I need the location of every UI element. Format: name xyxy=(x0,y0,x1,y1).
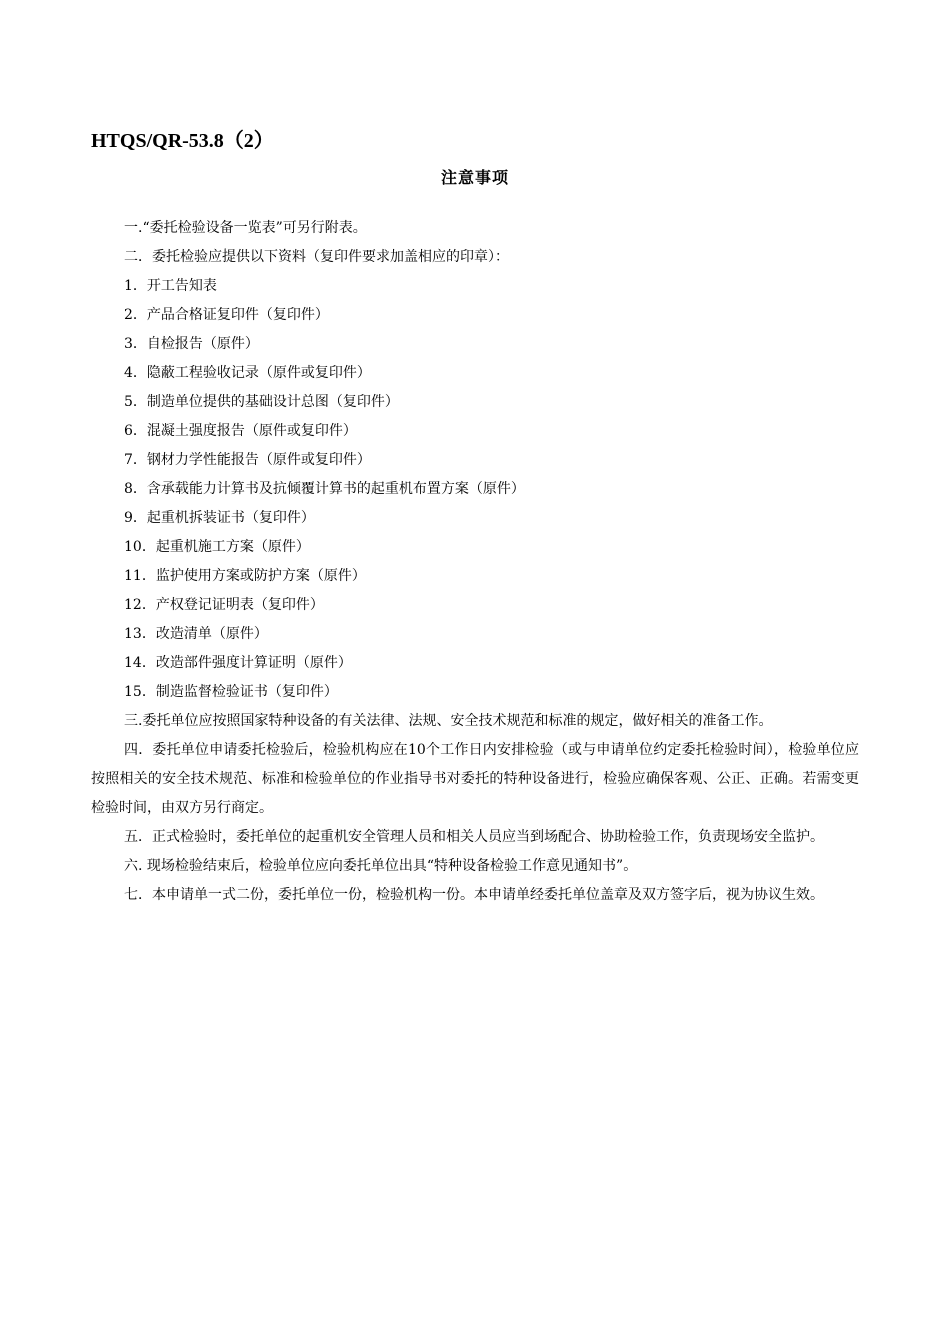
notice-item-6: 六. 现场检验结束后，检验单位应向委托单位出具“特种设备检验工作意见通知书”。 xyxy=(124,858,638,874)
notice-item-4: 四．委托单位申请委托检验后，检验机构应在10个工作日内安排检验（或与申请单位约定委托检验时间），检验单位应按照相关的安全技术规范、标准和检验单位的作业指导书对委托的特种设备进行，检验应确保客观、公正、正确。若需变更检验时间，由双方另行商定。 xyxy=(91,742,859,816)
material-item-2: 2．产品合格证复印件（复印件） xyxy=(124,307,329,323)
notice-item-2: 二．委托检验应提供以下资料（复印件要求加盖相应的印章）： xyxy=(124,249,509,265)
material-item-6: 6．混凝土强度报告（原件或复印件） xyxy=(124,423,357,439)
material-item-7: 7．钢材力学性能报告（原件或复印件） xyxy=(124,452,371,468)
material-item-15: 15．制造监督检验证书（复印件） xyxy=(124,684,338,700)
document-code: HTQS/QR-53.8（2） xyxy=(91,130,274,152)
notice-body xyxy=(91,214,859,910)
material-item-5: 5．制造单位提供的基础设计总图（复印件） xyxy=(124,394,399,410)
page-title: 注意事项 xyxy=(440,168,509,187)
material-item-13: 13．改造清单（原件） xyxy=(124,626,268,642)
material-item-11: 11．监护使用方案或防护方案（原件） xyxy=(124,568,366,584)
notice-item-1: 一.“委托检验设备一览表”可另行附表。 xyxy=(124,220,367,236)
material-item-9: 9．起重机拆装证书（复印件） xyxy=(124,510,315,526)
notice-item-3: 三.委托单位应按照国家特种设备的有关法律、法规、安全技术规范和标准的规定，做好相关的准备工作。 xyxy=(124,713,773,729)
notice-item-5: 五．正式检验时，委托单位的起重机安全管理人员和相关人员应当到场配合、协助检验工作，负责现场安全监护。 xyxy=(124,829,824,845)
material-item-4: 4．隐蔽工程验收记录（原件或复印件） xyxy=(124,365,371,381)
material-item-3: 3．自检报告（原件） xyxy=(124,336,259,352)
material-item-1: 1．开工告知表 xyxy=(124,278,217,294)
material-item-10: 10．起重机施工方案（原件） xyxy=(124,539,310,555)
material-item-14: 14．改造部件强度计算证明（原件） xyxy=(124,655,352,671)
notice-item-7: 七．本申请单一式二份，委托单位一份，检验机构一份。本申请单经委托单位盖章及双方签字后，视为协议生效。 xyxy=(124,887,824,903)
material-item-12: 12．产权登记证明表（复印件） xyxy=(124,597,324,613)
material-item-8: 8．含承载能力计算书及抗倾覆计算书的起重机布置方案（原件） xyxy=(124,481,525,497)
